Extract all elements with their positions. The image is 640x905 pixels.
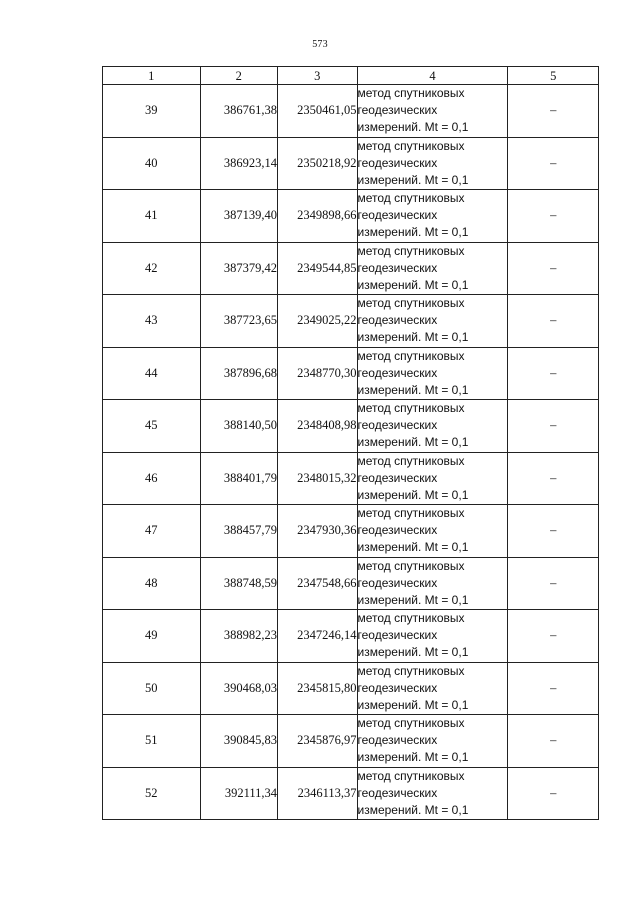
y-coordinate-cell: 2349025,22 [278,295,357,348]
method-line: геодезических [357,575,438,590]
note-cell: – [508,662,599,715]
method-line: метод спутниковых [357,138,465,153]
table-row [103,400,599,453]
method-line: метод спутниковых [357,716,465,731]
y-coordinate-cell: 2349898,66 [278,190,357,243]
method-line: геодезических [357,785,438,800]
point-number-cell: 39 [103,85,201,138]
method-line: метод спутниковых [357,191,465,206]
method-line: геодезических [357,103,438,118]
method-line: метод спутниковых [357,768,465,783]
method-cell [357,137,508,190]
method-line: измерений. Mt = 0,1 [357,382,469,397]
method-cell [357,557,508,610]
method-line: геодезических [357,155,438,170]
method-line: измерений. Mt = 0,1 [357,802,469,817]
x-coordinate-cell: 386761,38 [200,85,277,138]
table-row [103,137,599,190]
table-row [103,662,599,715]
table-row [103,190,599,243]
note-cell: – [508,242,599,295]
point-number-cell: 47 [103,505,201,558]
y-coordinate-cell: 2348770,30 [278,347,357,400]
note-cell: – [508,137,599,190]
x-coordinate-cell: 387139,40 [200,190,277,243]
point-number-cell: 46 [103,452,201,505]
table-row [103,557,599,610]
method-line: измерений. Mt = 0,1 [357,487,469,502]
method-cell [357,242,508,295]
method-line: геодезических [357,260,438,275]
table-row [103,452,599,505]
y-coordinate-cell: 2348015,32 [278,452,357,505]
point-number-cell: 51 [103,715,201,768]
x-coordinate-cell: 388140,50 [200,400,277,453]
method-line: метод спутниковых [357,453,465,468]
y-coordinate-cell: 2347246,14 [278,610,357,663]
method-line: геодезических [357,680,438,695]
column-header-4: 4 [357,67,508,85]
table-row [103,85,599,138]
method-cell [357,347,508,400]
method-cell [357,190,508,243]
method-cell [357,767,508,820]
table-row [103,347,599,400]
point-number-cell: 45 [103,400,201,453]
note-cell: – [508,295,599,348]
note-cell: – [508,767,599,820]
note-cell: – [508,505,599,558]
y-coordinate-cell: 2350218,92 [278,137,357,190]
method-line: метод спутниковых [357,506,465,521]
x-coordinate-cell: 390468,03 [200,662,277,715]
note-cell: – [508,715,599,768]
x-coordinate-cell: 388982,23 [200,610,277,663]
method-line: метод спутниковых [357,243,465,258]
table-row [103,295,599,348]
method-cell [357,715,508,768]
method-line: геодезических [357,628,438,643]
method-line: метод спутниковых [357,401,465,416]
y-coordinate-cell: 2345876,97 [278,715,357,768]
method-cell [357,295,508,348]
method-line: измерений. Mt = 0,1 [357,592,469,607]
y-coordinate-cell: 2345815,80 [278,662,357,715]
method-cell [357,85,508,138]
method-line: метод спутниковых [357,611,465,626]
method-line: геодезических [357,470,438,485]
y-coordinate-cell: 2350461,05 [278,85,357,138]
method-line: измерений. Mt = 0,1 [357,225,469,240]
method-line: измерений. Mt = 0,1 [357,172,469,187]
method-cell [357,662,508,715]
x-coordinate-cell: 387896,68 [200,347,277,400]
y-coordinate-cell: 2347930,36 [278,505,357,558]
x-coordinate-cell: 388748,59 [200,557,277,610]
point-number-cell: 41 [103,190,201,243]
column-header-3: 3 [278,67,357,85]
table-row [103,242,599,295]
note-cell: – [508,452,599,505]
table-header-row [103,67,599,85]
method-line: метод спутниковых [357,663,465,678]
table-row [103,505,599,558]
method-line: измерений. Mt = 0,1 [357,540,469,555]
method-line: измерений. Mt = 0,1 [357,330,469,345]
method-line: геодезических [357,418,438,433]
point-number-cell: 42 [103,242,201,295]
point-number-cell: 40 [103,137,201,190]
y-coordinate-cell: 2347548,66 [278,557,357,610]
table-row [103,715,599,768]
note-cell: – [508,190,599,243]
method-line: геодезических [357,208,438,223]
point-number-cell: 50 [103,662,201,715]
x-coordinate-cell: 387379,42 [200,242,277,295]
page-number: 573 [312,39,328,50]
method-cell [357,452,508,505]
method-cell [357,610,508,663]
x-coordinate-cell: 388401,79 [200,452,277,505]
point-number-cell: 48 [103,557,201,610]
method-line: метод спутниковых [357,558,465,573]
point-number-cell: 43 [103,295,201,348]
note-cell: – [508,347,599,400]
table-row [103,767,599,820]
table-row [103,610,599,663]
note-cell: – [508,610,599,663]
method-line: измерений. Mt = 0,1 [357,697,469,712]
y-coordinate-cell: 2346113,37 [278,767,357,820]
method-line: геодезических [357,365,438,380]
x-coordinate-cell: 386923,14 [200,137,277,190]
table-body [103,85,599,820]
method-line: измерений. Mt = 0,1 [357,645,469,660]
method-line: измерений. Mt = 0,1 [357,435,469,450]
x-coordinate-cell: 392111,34 [200,767,277,820]
point-number-cell: 52 [103,767,201,820]
note-cell: – [508,400,599,453]
point-number-cell: 49 [103,610,201,663]
method-line: геодезических [357,313,438,328]
column-header-2: 2 [200,67,277,85]
point-number-cell: 44 [103,347,201,400]
coordinates-table [102,66,599,820]
y-coordinate-cell: 2349544,85 [278,242,357,295]
method-line: метод спутниковых [357,296,465,311]
method-line: измерений. Mt = 0,1 [357,750,469,765]
method-line: геодезических [357,733,438,748]
x-coordinate-cell: 388457,79 [200,505,277,558]
column-header-5: 5 [508,67,599,85]
method-cell [357,400,508,453]
x-coordinate-cell: 387723,65 [200,295,277,348]
method-line: метод спутниковых [357,348,465,363]
method-line: метод спутниковых [357,86,465,101]
y-coordinate-cell: 2348408,98 [278,400,357,453]
x-coordinate-cell: 390845,83 [200,715,277,768]
method-line: измерений. Mt = 0,1 [357,277,469,292]
note-cell: – [508,85,599,138]
note-cell: – [508,557,599,610]
method-line: измерений. Mt = 0,1 [357,120,469,135]
column-header-1: 1 [103,67,201,85]
method-cell [357,505,508,558]
method-line: геодезических [357,523,438,538]
